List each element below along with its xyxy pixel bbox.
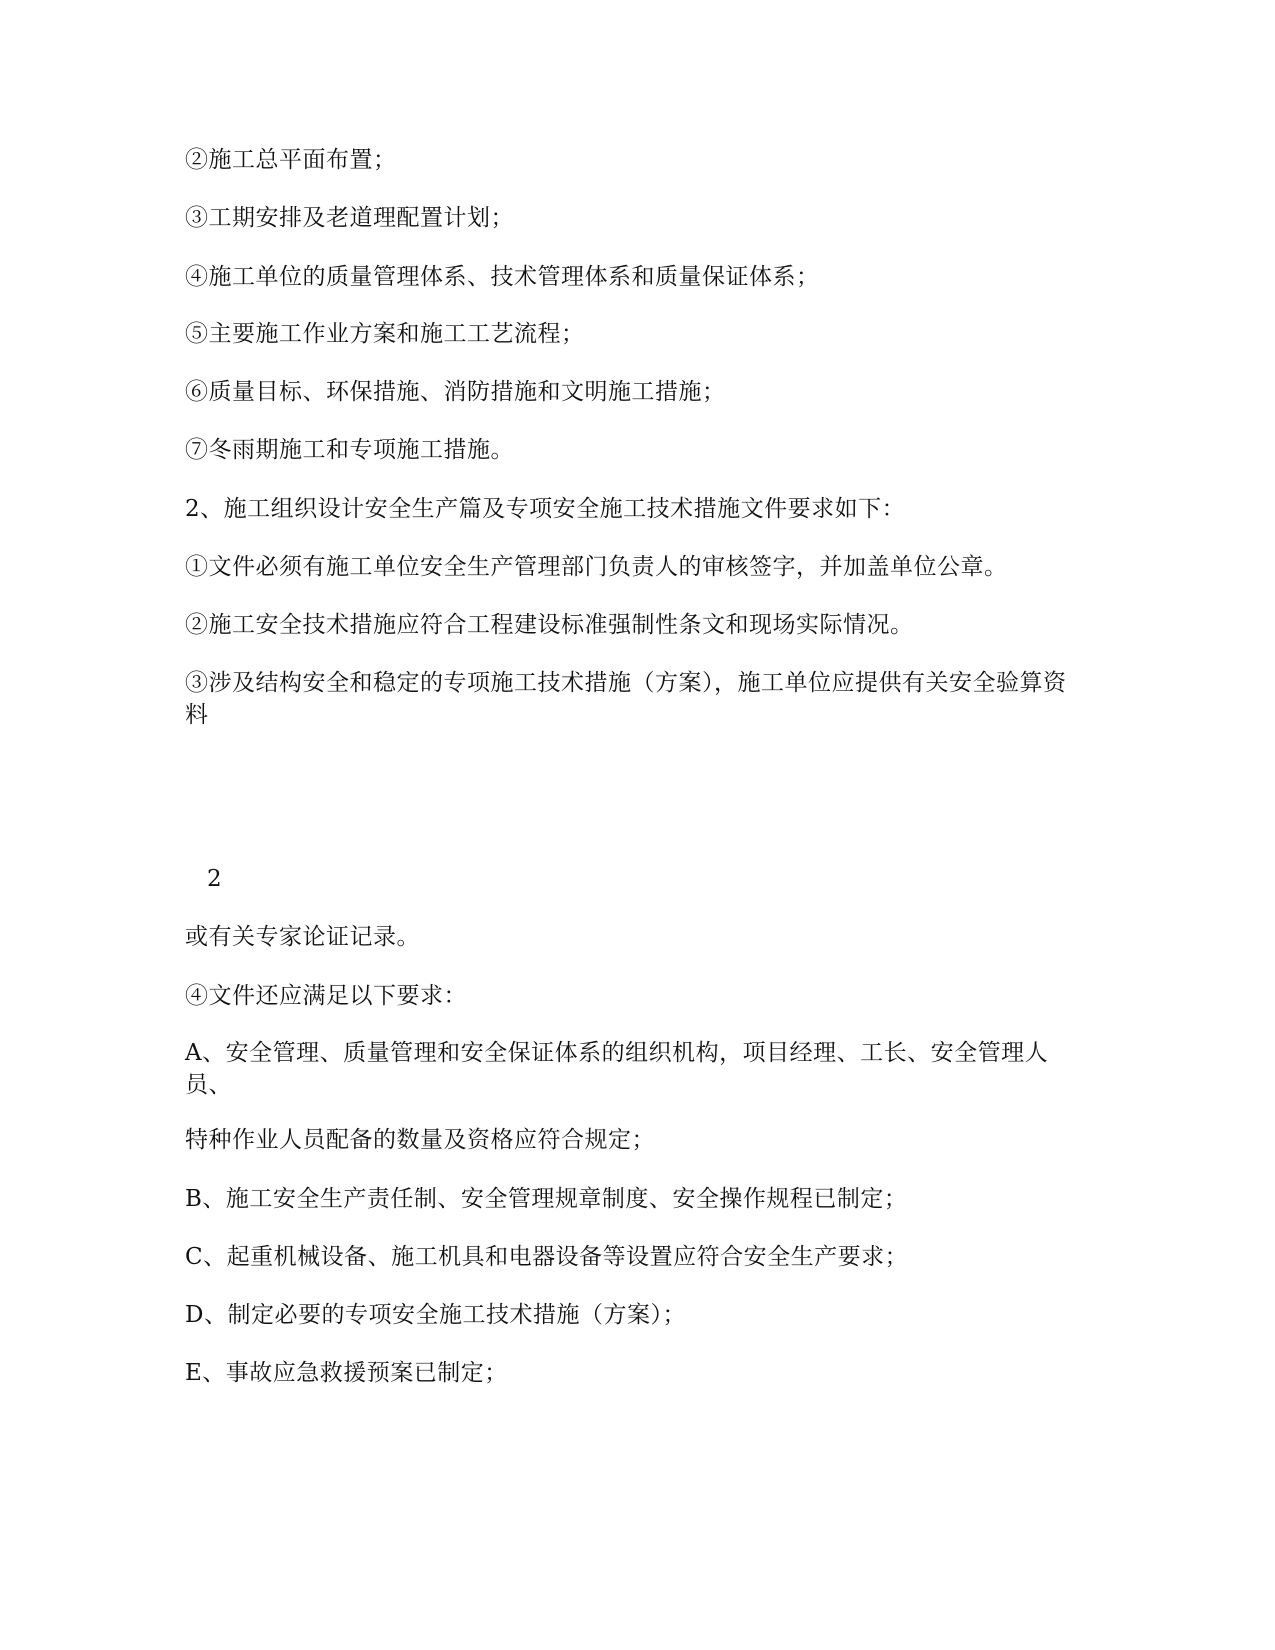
paragraph-bottom-4: 特种作业人员配备的数量及资格应符合规定；	[185, 1127, 655, 1153]
paragraph-top-5: ⑥质量目标、环保措施、消防措施和文明施工措施；	[185, 379, 726, 405]
paragraph-top-1: ②施工总平面布置；	[185, 147, 397, 173]
paragraph-bottom-1: 或有关专家论证记录。	[185, 924, 420, 950]
paragraph-bottom-5: B、施工安全生产责任制、安全管理规章制度、安全操作规程已制定；	[185, 1186, 908, 1212]
paragraph-top-3: ④施工单位的质量管理体系、技术管理体系和质量保证体系；	[185, 264, 820, 290]
paragraph-bottom-7: D、制定必要的专项安全施工技术措施（方案）；	[185, 1302, 686, 1328]
page-number: 2	[207, 866, 222, 892]
paragraph-top-10: ③涉及结构安全和稳定的专项施工技术措施（方案），施工单位应提供有关安全验算资料	[185, 670, 1067, 728]
paragraph-top-9: ②施工安全技术措施应符合工程建设标准强制性条文和现场实际情况。	[185, 612, 914, 638]
paragraph-bottom-6: C、起重机械设备、施工机具和电器设备等设置应符合安全生产要求；	[185, 1244, 909, 1270]
paragraph-top-6: ⑦冬雨期施工和专项施工措施。	[185, 437, 514, 463]
paragraph-top-4: ⑤主要施工作业方案和施工工艺流程；	[185, 321, 585, 347]
paragraph-top-8: ①文件必须有施工单位安全生产管理部门负责人的审核签字，并加盖单位公章。	[185, 554, 1008, 580]
paragraph-top-7: 2、施工组织设计安全生产篇及专项安全施工技术措施文件要求如下：	[185, 496, 906, 522]
paragraph-bottom-8: E、事故应急救援预案已制定；	[185, 1360, 508, 1386]
paragraph-top-2: ③工期安排及老道理配置计划；	[185, 205, 514, 231]
paragraph-bottom-3: A、安全管理、质量管理和安全保证体系的组织机构，项目经理、工长、安全管理人员、	[185, 1040, 1049, 1098]
paragraph-bottom-2: ④文件还应满足以下要求：	[185, 983, 467, 1009]
